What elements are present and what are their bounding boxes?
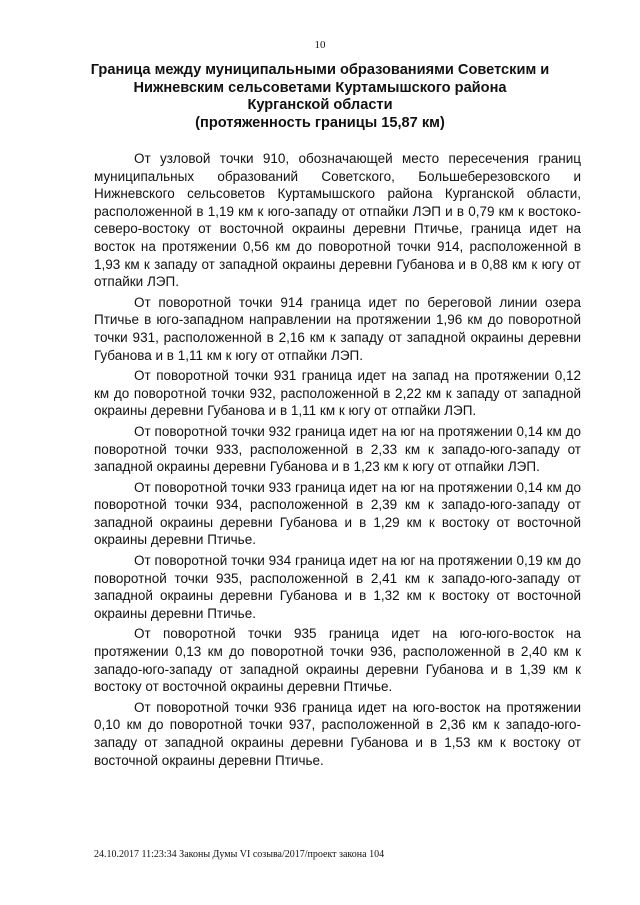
paragraph: От поворотной точки 934 граница идет на юг на протяжении 0,19 км до поворотной точки 935, расположенной в 2,41 км к западо-юго-западу от западной окраины деревни Губанова и в 1,32 км к востоку от восточной окраины деревни Птичье. (94, 553, 581, 621)
footer-filepath: 24.10.2017 11:23:34 Законы Думы VI созыва/2017/проект закона 104 (94, 849, 385, 860)
document-title (60, 62, 580, 132)
paragraph: От поворотной точки 914 граница идет по береговой линии озера Птичье в юго-западном направлении на протяжении 1,96 км до поворотной точки 931, расположенной в 2,16 км к западу от западной окраины деревни Губанова и в 1,11 км к югу от отпайки ЛЭП. (94, 294, 581, 363)
title-line-3: Курганской области (247, 97, 393, 113)
paragraph: От поворотной точки 935 граница идет на юго-юго-восток на протяжении 0,13 км до поворотной точки 936, расположенной в 2,40 км к западо-юго-западу от западной окраины деревни Губанова и в 1,39 км к востоку от восточной окраины деревни Птичье. (94, 626, 581, 695)
paragraph: От узловой точки 910, обозначающей место пересечения границ муниципальных образований Советского, Большеберезовского и Нижневского сельсоветов Куртамышского района Курганской области, расположенной в 1,19 км к юго-западу от отпайки ЛЭП и в 0,79 км к востоко-северо-востоку от восточной окраины деревни Птичье, граница идет на восток на протяжении 0,56 км до поворотной точки 914, расположенной в 1,93 км к западу от западной окраины деревни Губанова и в 0,88 км к югу от отпайки ЛЭП. (94, 151, 581, 290)
title-line-1: Граница между муниципальными образованиями Советским и (90, 62, 550, 78)
paragraph: От поворотной точки 931 граница идет на запад на протяжении 0,12 км до поворотной точки 932, расположенной в 2,22 км к западу от западной окраины деревни Губанова и в 1,11 км к югу от отпайки ЛЭП. (94, 368, 581, 419)
title-line-2: Нижневским сельсоветами Куртамышского района (133, 79, 507, 96)
title-line-4: (протяженность границы 15,87 км) (195, 114, 445, 131)
paragraph: От поворотной точки 936 граница идет на юго-восток на протяжении 0,10 км до поворотной точки 937, расположенной в 2,36 км к западо-юго-западу от западной окраины деревни Губанова и в 1,53 км к востоку от восточной окраины деревни Птичье. (94, 699, 581, 768)
page-number: 10 (314, 39, 326, 51)
document-body (94, 150, 581, 772)
paragraph: От поворотной точки 932 граница идет на юг на протяжении 0,14 км до поворотной точки 933, расположенной в 2,33 км к западо-юго-западу от западной окраины деревни Губанова и в 1,23 км к югу от отпайки ЛЭП. (94, 423, 581, 475)
paragraph: От поворотной точки 933 граница идет на юг на протяжении 0,14 км до поворотной точки 934, расположенной в 2,39 км к западо-юго-западу от западной окраины деревни Губанова и в 1,29 км к востоку от восточной окраины деревни Птичье. (94, 479, 581, 548)
